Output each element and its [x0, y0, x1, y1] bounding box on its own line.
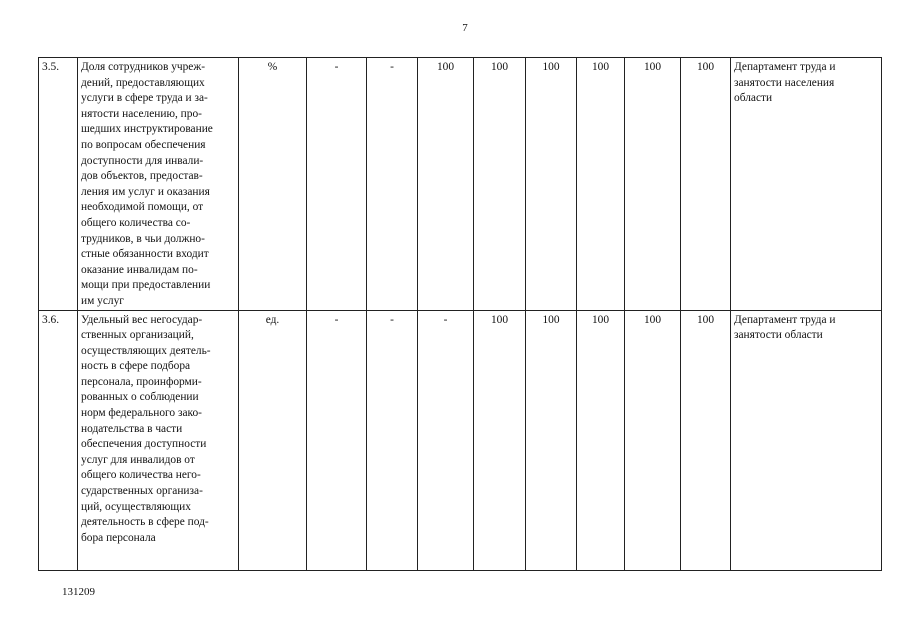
value-cell [367, 58, 418, 311]
indicator-name: Удельный вес негосудар- ственных организаций, осуществляющих деятель- ность в сфере подбора персонала, проинформи- рованных о соблюдении норм федерального зако- нодательства в части обеспечения доступности услуг для инвалидов от общего количества него- сударственных организа- ций, осуществляющих деятельность в сфере под- бора персонала [81, 313, 211, 544]
value: 100 [696, 313, 715, 326]
value-cell [526, 310, 577, 570]
value: 100 [490, 61, 509, 73]
department-cell [731, 310, 882, 570]
value: 100 [643, 61, 662, 73]
value: - [390, 313, 394, 326]
department-cell [731, 58, 882, 311]
value-cell [577, 58, 625, 311]
page-number: 7 [462, 22, 468, 34]
value-cell [307, 58, 367, 311]
value: - [390, 61, 394, 73]
value: 100 [542, 313, 560, 326]
unit: % [267, 61, 278, 73]
value: 100 [436, 61, 455, 73]
value: - [334, 313, 339, 326]
table-row [39, 310, 882, 570]
department: Департамент труда и занятости области [734, 313, 836, 342]
value-cell [526, 58, 577, 311]
value: 100 [696, 61, 715, 73]
row-number-cell [39, 58, 78, 311]
row-number-cell [39, 310, 78, 570]
value-cell [474, 58, 526, 311]
value-cell [367, 310, 418, 570]
value-cell [418, 58, 474, 311]
value: 100 [591, 61, 610, 73]
table-row [39, 58, 882, 311]
value: 100 [643, 313, 662, 326]
value-cell [577, 310, 625, 570]
value: - [334, 61, 339, 73]
value: 100 [490, 313, 509, 326]
value-cell [418, 310, 474, 570]
value-cell [474, 310, 526, 570]
value-cell [307, 310, 367, 570]
unit-cell [239, 58, 307, 311]
value: 100 [591, 313, 610, 326]
indicator-name-cell [78, 58, 239, 311]
value-cell [625, 310, 681, 570]
department: Департамент труда и занятости населения области [734, 61, 836, 105]
value-cell [681, 310, 731, 570]
unit: ед. [265, 313, 280, 326]
row-number: 3.5. [42, 61, 60, 73]
value-cell [625, 58, 681, 311]
value-cell [681, 58, 731, 311]
value: - [443, 313, 448, 326]
value: 100 [542, 61, 560, 73]
indicator-name-cell [78, 310, 239, 570]
indicators-table [38, 57, 882, 571]
unit-cell [239, 310, 307, 570]
indicator-name: Доля сотрудников учреж- дений, предоставляющих услуги в сфере труда и за- нятости населению, про- шедших инструктирование по вопросам обеспечения доступности для инвали- дов объектов, предостав- ления им услуг и оказания необходимой помощи, от общего количества со- трудников, в чьи должно- стные обязанности входит оказание инвалидам по- мощи при предоставлении им услуг [81, 61, 213, 307]
row-number: 3.6. [42, 313, 60, 326]
document-code: 131209 [62, 586, 95, 598]
